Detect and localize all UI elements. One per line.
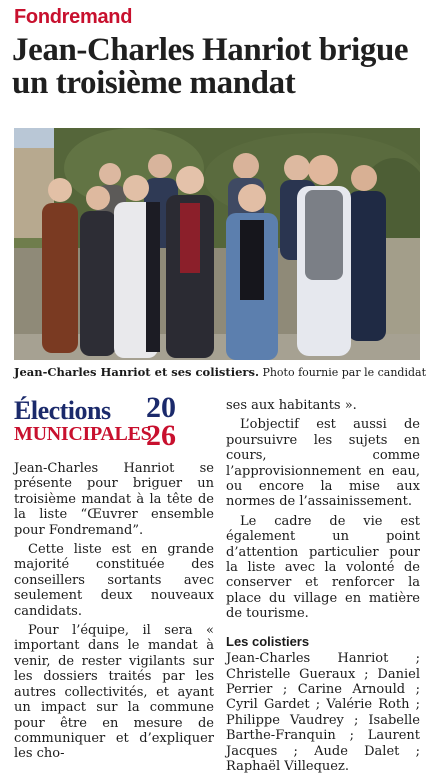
group-photo xyxy=(14,128,420,360)
paragraph: Cette liste est en grande majorité constituée des conseillers sortants avec seulement deux nouveaux candidats. xyxy=(14,542,214,619)
paragraph: ses aux habitants ». xyxy=(226,398,357,413)
photo-caption xyxy=(14,365,427,380)
paragraph: Pour l’équipe, il sera « important dans le mandat à venir, de rester vigilants sur les dossiers traités par les autres collectivités, et ayant un impact sur la commune pour être en mesure de communiquer et d’expliquer les cho- xyxy=(14,623,214,762)
caption-title: Jean-Charles Hanriot et ses colistiers. xyxy=(14,365,259,379)
logo-line-municipales: MUNICIPALES xyxy=(14,423,152,445)
elections-logo xyxy=(14,391,214,452)
article-headline: Jean-Charles Hanriot brigue un troisième mandat xyxy=(12,32,409,101)
body-column-2 xyxy=(226,398,420,778)
paragraph: Le cadre de vie est également un point d’attention particulier pour la liste avec la volonté de conserver et renforcer la place du village en matière de tourisme. xyxy=(226,513,420,622)
colistiers-list: Jean-Charles Hanriot ; Christelle Gueraux ; Daniel Perrier ; Carine Arnould ; Cyril Gardet ; Valérie Roth ; Philippe Vaudrey ; Isabelle Barthe-Franquin ; Laurent Jacques ; Aude Dalet ; Raphaël Villequez. xyxy=(226,651,420,774)
paragraph: L’objectif est aussi de poursuivre les sujets en cours, comme l’approvisionnement en eau, ou encore la mise aux normes de l’assainissement. xyxy=(226,417,420,510)
logo-year-top: 20 xyxy=(146,391,176,424)
section-kicker: Fondremand xyxy=(14,6,133,28)
logo-line-elections: Élections xyxy=(14,396,111,425)
logo-year xyxy=(146,391,176,452)
body-column-1 xyxy=(14,461,214,766)
paragraph: Jean-Charles Hanriot se présente pour briguer un troisième mandat à la tête de la liste “Œuvrer ensemble pour Fondremand”. xyxy=(14,461,214,538)
colistiers-heading: Les colistiers xyxy=(226,633,310,649)
photo-credit: Photo fournie par le candidat xyxy=(258,366,427,379)
logo-year-bottom: 26 xyxy=(146,419,176,452)
